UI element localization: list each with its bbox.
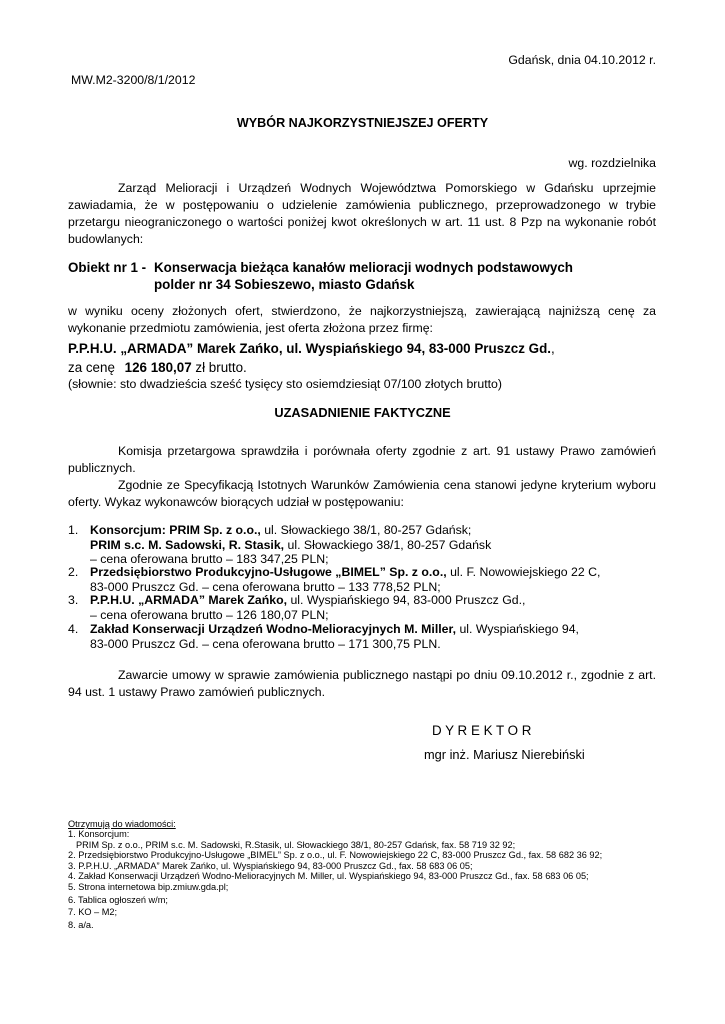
result-paragraph: w wyniku oceny złożonych ofert, stwierdzono, że najkorzystniejszą, zawierającą najniższą cenę za wykonanie przedmiotu zamówienia, jest oferta złożona przez firmę:	[68, 304, 656, 335]
intro-paragraph: Zarząd Melioracji i Urządzeń Wodnych Województwa Pomorskiego w Gdańsku uprzejmie zawiadamia, że w postępowaniu o udzielenie zamówienia publicznego, przeprowadzonego w trybie przetargu nieograniczonego o wartości poniżej kwot określonych w art. 11 ust. 8 Pzp na wykonanie robót budowlanych:	[68, 181, 656, 246]
bidder-number: 1.	[68, 523, 79, 537]
price-prefix: za cenę	[68, 360, 115, 375]
winner-price	[68, 359, 247, 376]
bidder-1	[68, 523, 668, 568]
signature-name: mgr inż. Mariusz Nierebiński	[424, 747, 585, 762]
price-suffix: zł brutto.	[195, 360, 247, 375]
justification-heading: UZASADNIENIE FAKTYCZNE	[274, 405, 451, 420]
reference-number: MW.M2-3200/8/1/2012	[71, 73, 196, 87]
distribution-item: 3. P.P.H.U. „ARMADA” Marek Zańko, ul. Wyspiańskiego 94, 83-000 Pruszcz Gd., fax. 58 683 06 05;	[68, 860, 473, 871]
winner-line	[68, 340, 555, 357]
bidder-price: – cena oferowana brutto – 126 180,07 PLN;	[90, 607, 329, 622]
object-prefix: Obiekt nr 1 -	[68, 260, 147, 275]
object-line-2: polder nr 34 Sobieszewo, miasto Gdańsk	[154, 277, 415, 292]
bidder-name: Konsorcjum: PRIM Sp. z o.o.,	[90, 523, 261, 537]
bidder-number: 3.	[68, 593, 79, 607]
distribution-item: 8. a/a.	[68, 919, 94, 930]
bidder-address: ul. F. Nowowiejskiego 22 C,	[446, 565, 601, 579]
bidder-details	[90, 565, 660, 594]
bidder-partner-address: ul. Słowackiego 38/1, 80-257 Gdańsk	[284, 537, 492, 552]
bidder-details	[90, 622, 660, 651]
bidder-address: ul. Wyspiańskiego 94, 83-000 Pruszcz Gd.,	[287, 593, 526, 607]
justification-paragraph-1: Komisja przetargowa sprawdziła i porównała oferty zgodnie z art. 91 ustawy Prawo zamówień publicznych.	[68, 444, 656, 475]
signature-title: D Y R E K T O R	[432, 723, 532, 738]
bidder-line	[90, 622, 660, 637]
price-in-words: (słownie: sto dwadzieścia sześć tysięcy sto osiemdziesiąt 07/100 złotych brutto)	[68, 377, 502, 391]
bidder-4	[68, 622, 668, 652]
bidder-address: ul. Wyspiańskiego 94,	[456, 622, 579, 636]
bidder-price: 83-000 Pruszcz Gd. – cena oferowana brutto – 171 300,75 PLN.	[90, 636, 441, 651]
bidder-2	[68, 565, 668, 595]
bidder-3	[68, 593, 668, 623]
distribution-item: 7. KO – M2;	[68, 907, 118, 918]
bidder-price: – cena oferowana brutto – 183 347,25 PLN;	[90, 552, 329, 566]
winner-name: P.P.H.U. „ARMADA” Marek Zańko, ul. Wyspiańskiego 94, 83-000 Pruszcz Gd.	[68, 341, 551, 356]
price-value: 126 180,07	[124, 360, 192, 375]
bidder-name: Przedsiębiorstwo Produkcyjno-Usługowe „BIMEL” Sp. z o.o.,	[90, 565, 447, 579]
bidder-number: 2.	[68, 565, 79, 579]
bidder-line	[90, 523, 660, 538]
bidder-partner: PRIM s.c. M. Sadowski, R. Stasik,	[90, 537, 285, 552]
distribution-list	[68, 819, 688, 930]
object-line-1: Konserwacja bieżąca kanałów melioracji wodnych podstawowych	[154, 260, 573, 275]
distribution-item: PRIM Sp. z o.o., PRIM s.c. M. Sadowski, R.Stasik, ul. Słowackiego 38/1, 80-257 Gdańsk, fax. 58 719 32 92;	[76, 839, 516, 850]
distribution-heading: Otrzymują do wiadomości:	[68, 819, 176, 829]
winner-comma: ,	[550, 341, 555, 356]
distribution-item: 2. Przedsiębiorstwo Produkcyjno-Usługowe „BIMEL” Sp. z o.o., ul. F. Nowowiejskiego 22 C, 83-000 Pruszcz Gd., fax. 58 682 36 92;	[68, 850, 603, 861]
bidder-line	[90, 593, 660, 608]
document-title: WYBÓR NAJKORZYSTNIEJSZEJ OFERTY	[236, 116, 489, 130]
bidder-price: 83-000 Pruszcz Gd. – cena oferowana brutto – 133 778,52 PLN;	[90, 579, 441, 594]
distribution-note: wg. rozdzielnika	[568, 156, 656, 170]
bidder-line	[90, 538, 660, 553]
distribution-item: 5. Strona internetowa bip.zmiuw.gda.pl;	[68, 882, 229, 893]
bidder-number: 4.	[68, 622, 79, 636]
bidder-name: P.P.H.U. „ARMADA” Marek Zańko,	[90, 593, 288, 607]
justification-paragraph-2: Zgodnie ze Specyfikacją Istotnych Warunków Zamówienia cena stanowi jedyne kryterium wyboru oferty. Wykaz wykonawców biorących udział w postępowaniu:	[68, 478, 656, 509]
distribution-item: 6. Tablica ogłoszeń w/m;	[68, 894, 168, 905]
contract-paragraph: Zawarcie umowy w sprawie zamówienia publicznego nastąpi po dniu 09.10.2012 r., zgodnie z art. 94 ust. 1 ustawy Prawo zamówień publicznych.	[68, 668, 656, 699]
bidder-details	[90, 593, 660, 622]
place-date: Gdańsk, dnia 04.10.2012 r.	[508, 53, 656, 67]
bidder-details	[90, 523, 660, 567]
distribution-item: 4. Zakład Konserwacji Urządzeń Wodno-Melioracyjnych M. Miller, ul. Wyspiańskiego 94, 83-000 Pruszcz Gd., fax. 58 683 06 05;	[68, 871, 589, 882]
distribution-item: 1. Konsorcjum:	[68, 829, 130, 840]
bidder-line	[90, 565, 660, 580]
bidder-name: Zakład Konserwacji Urządzeń Wodno-Melioracyjnych M. Miller,	[90, 622, 457, 636]
bidder-address: ul. Słowackiego 38/1, 80-257 Gdańsk;	[260, 523, 472, 537]
